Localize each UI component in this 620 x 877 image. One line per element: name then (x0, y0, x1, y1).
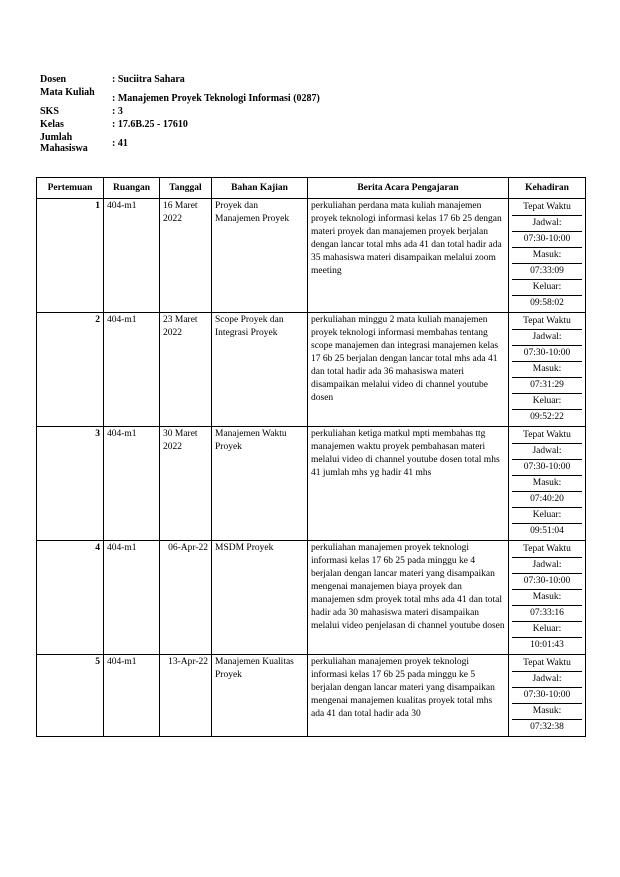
info-jumlah-mahasiswa (40, 132, 580, 154)
attendance-in-time: 07:33:16 (512, 606, 582, 622)
table-row (37, 199, 586, 313)
info-label: SKS (40, 106, 59, 117)
row-date: 16 Maret 2022 (160, 199, 212, 313)
attendance-in-time: 07:33:09 (512, 264, 582, 280)
attendance-schedule-label: Jadwal: (512, 216, 582, 232)
table-row (37, 655, 586, 737)
attendance-in-label: Masuk: (512, 590, 582, 606)
info-value: : 3 (112, 106, 123, 117)
info-value: : 17.6B.25 - 17610 (112, 119, 188, 130)
row-room: 404-m1 (104, 541, 160, 655)
attendance-out-label: Keluar: (512, 280, 582, 296)
info-label: Jumlah Mahasiswa (40, 132, 88, 154)
attendance-out-label: Keluar: (512, 508, 582, 524)
info-kelas (40, 119, 580, 130)
attendance-status: Tepat Waktu (512, 428, 582, 444)
attendance-schedule: 07:30-10:00 (512, 460, 582, 476)
attendance-schedule: 07:30-10:00 (512, 232, 582, 248)
attendance-in-label: Masuk: (512, 704, 582, 720)
row-topic: Proyek dan Manajemen Proyek (212, 199, 308, 313)
info-label: Mata Kuliah (40, 87, 95, 98)
attendance-in-time: 07:32:38 (530, 722, 564, 732)
attendance-schedule: 07:30-10:00 (512, 688, 582, 704)
row-topic: Scope Proyek dan Integrasi Proyek (212, 313, 308, 427)
attendance-in-label: Masuk: (512, 476, 582, 492)
row-number: 3 (37, 427, 104, 541)
row-report: perkuliahan minggu 2 mata kuliah manajemen proyek teknologi informasi membahas tentang scope manajemen dan integrasi manajemen kelas 17 6b 25 berjalan dengan lancar total mhs ada 41 dan total hadir ada 36 mahasiswa materi disampaikan melalui video di channel youtube dosen (308, 313, 509, 427)
info-label: Kelas (40, 119, 64, 130)
info-dosen (40, 74, 580, 85)
attendance-out-label: Keluar: (512, 622, 582, 638)
info-value: : 41 (112, 138, 128, 149)
row-report: perkuliahan perdana mata kuliah manajemen proyek teknologi informasi kelas 17 6b 25 dengan materi proyek dan manajemen proyek berjalan dengan lancar total mhs ada 41 dan total hadir ada 35 mahasiswa materi disampaikan melalui zoom meeting (308, 199, 509, 313)
info-sks (40, 106, 580, 117)
col-ruangan: Ruangan (104, 178, 160, 199)
row-attendance (509, 541, 586, 655)
info-label: Dosen (40, 74, 67, 85)
row-attendance (509, 427, 586, 541)
row-date: 06-Apr-22 (160, 541, 212, 655)
attendance-schedule-label: Jadwal: (512, 444, 582, 460)
row-topic: MSDM Proyek (212, 541, 308, 655)
row-room: 404-m1 (104, 313, 160, 427)
course-info (40, 74, 580, 154)
attendance-out-time: 10:01:43 (530, 640, 564, 650)
attendance-in-label: Masuk: (512, 248, 582, 264)
table-row (37, 313, 586, 427)
attendance-schedule-label: Jadwal: (512, 330, 582, 346)
attendance-status: Tepat Waktu (512, 542, 582, 558)
attendance-schedule-label: Jadwal: (512, 672, 582, 688)
row-date: 23 Maret 2022 (160, 313, 212, 427)
row-attendance (509, 313, 586, 427)
attendance-in-label: Masuk: (512, 362, 582, 378)
attendance-status: Tepat Waktu (512, 314, 582, 330)
attendance-in-time: 07:40:20 (512, 492, 582, 508)
info-value: : Manajemen Proyek Teknologi Informasi (0287) (112, 93, 320, 104)
row-room: 404-m1 (104, 427, 160, 541)
row-topic: Manajemen Waktu Proyek (212, 427, 308, 541)
attendance-out-time: 09:52:22 (530, 412, 564, 422)
row-report: perkuliahan manajemen proyek teknologi informasi kelas 17 6b 25 pada minggu ke 5 berjalan dengan lancar materi yang disampaikan mengenai manajemen kualitas proyek total mhs ada 41 dan total hadir ada 30 (308, 655, 509, 737)
table-header (37, 178, 586, 199)
row-date: 13-Apr-22 (160, 655, 212, 737)
attendance-table (36, 177, 586, 737)
col-bahan-kajian: Bahan Kajian (212, 178, 308, 199)
col-tanggal: Tanggal (160, 178, 212, 199)
row-room: 404-m1 (104, 655, 160, 737)
row-number: 4 (37, 541, 104, 655)
attendance-schedule: 07:30-10:00 (512, 574, 582, 590)
col-pertemuan: Pertemuan (37, 178, 104, 199)
attendance-status: Tepat Waktu (512, 200, 582, 216)
row-room: 404-m1 (104, 199, 160, 313)
col-kehadiran: Kehadiran (509, 178, 586, 199)
attendance-out-label: Keluar: (512, 394, 582, 410)
row-attendance (509, 199, 586, 313)
table-row (37, 541, 586, 655)
attendance-schedule: 07:30-10:00 (512, 346, 582, 362)
row-topic: Manajemen Kualitas Proyek (212, 655, 308, 737)
attendance-out-time: 09:58:02 (530, 298, 564, 308)
table-row (37, 427, 586, 541)
info-value: : Suciitra Sahara (112, 74, 185, 85)
row-number: 5 (37, 655, 104, 737)
row-number: 1 (37, 199, 104, 313)
attendance-schedule-label: Jadwal: (512, 558, 582, 574)
info-mata-kuliah (40, 87, 580, 104)
row-report: perkuliahan manajemen proyek teknologi informasi kelas 17 6b 25 pada minggu ke 4 berjalan dengan lancar materi yang disampaikan mengenai manajemen biaya proyek dan manajemen sdm proyek total mhs ada 41 dan total hadir ada 30 mahasiswa materi disampaikan melalui video penjelasan di channel youtube dosen (308, 541, 509, 655)
row-report: perkuliahan ketiga matkul mpti membahas ttg manajemen waktu proyek pembahasan materi melalui video di channel youtube dosen total mhs 41 jumlah mhs yg hadir 41 mhs (308, 427, 509, 541)
row-number: 2 (37, 313, 104, 427)
row-date: 30 Maret 2022 (160, 427, 212, 541)
attendance-status: Tepat Waktu (512, 656, 582, 672)
col-berita-acara: Berita Acara Pengajaran (308, 178, 509, 199)
attendance-out-time: 09:51:04 (530, 526, 564, 536)
row-attendance (509, 655, 586, 737)
attendance-in-time: 07:31:29 (512, 378, 582, 394)
